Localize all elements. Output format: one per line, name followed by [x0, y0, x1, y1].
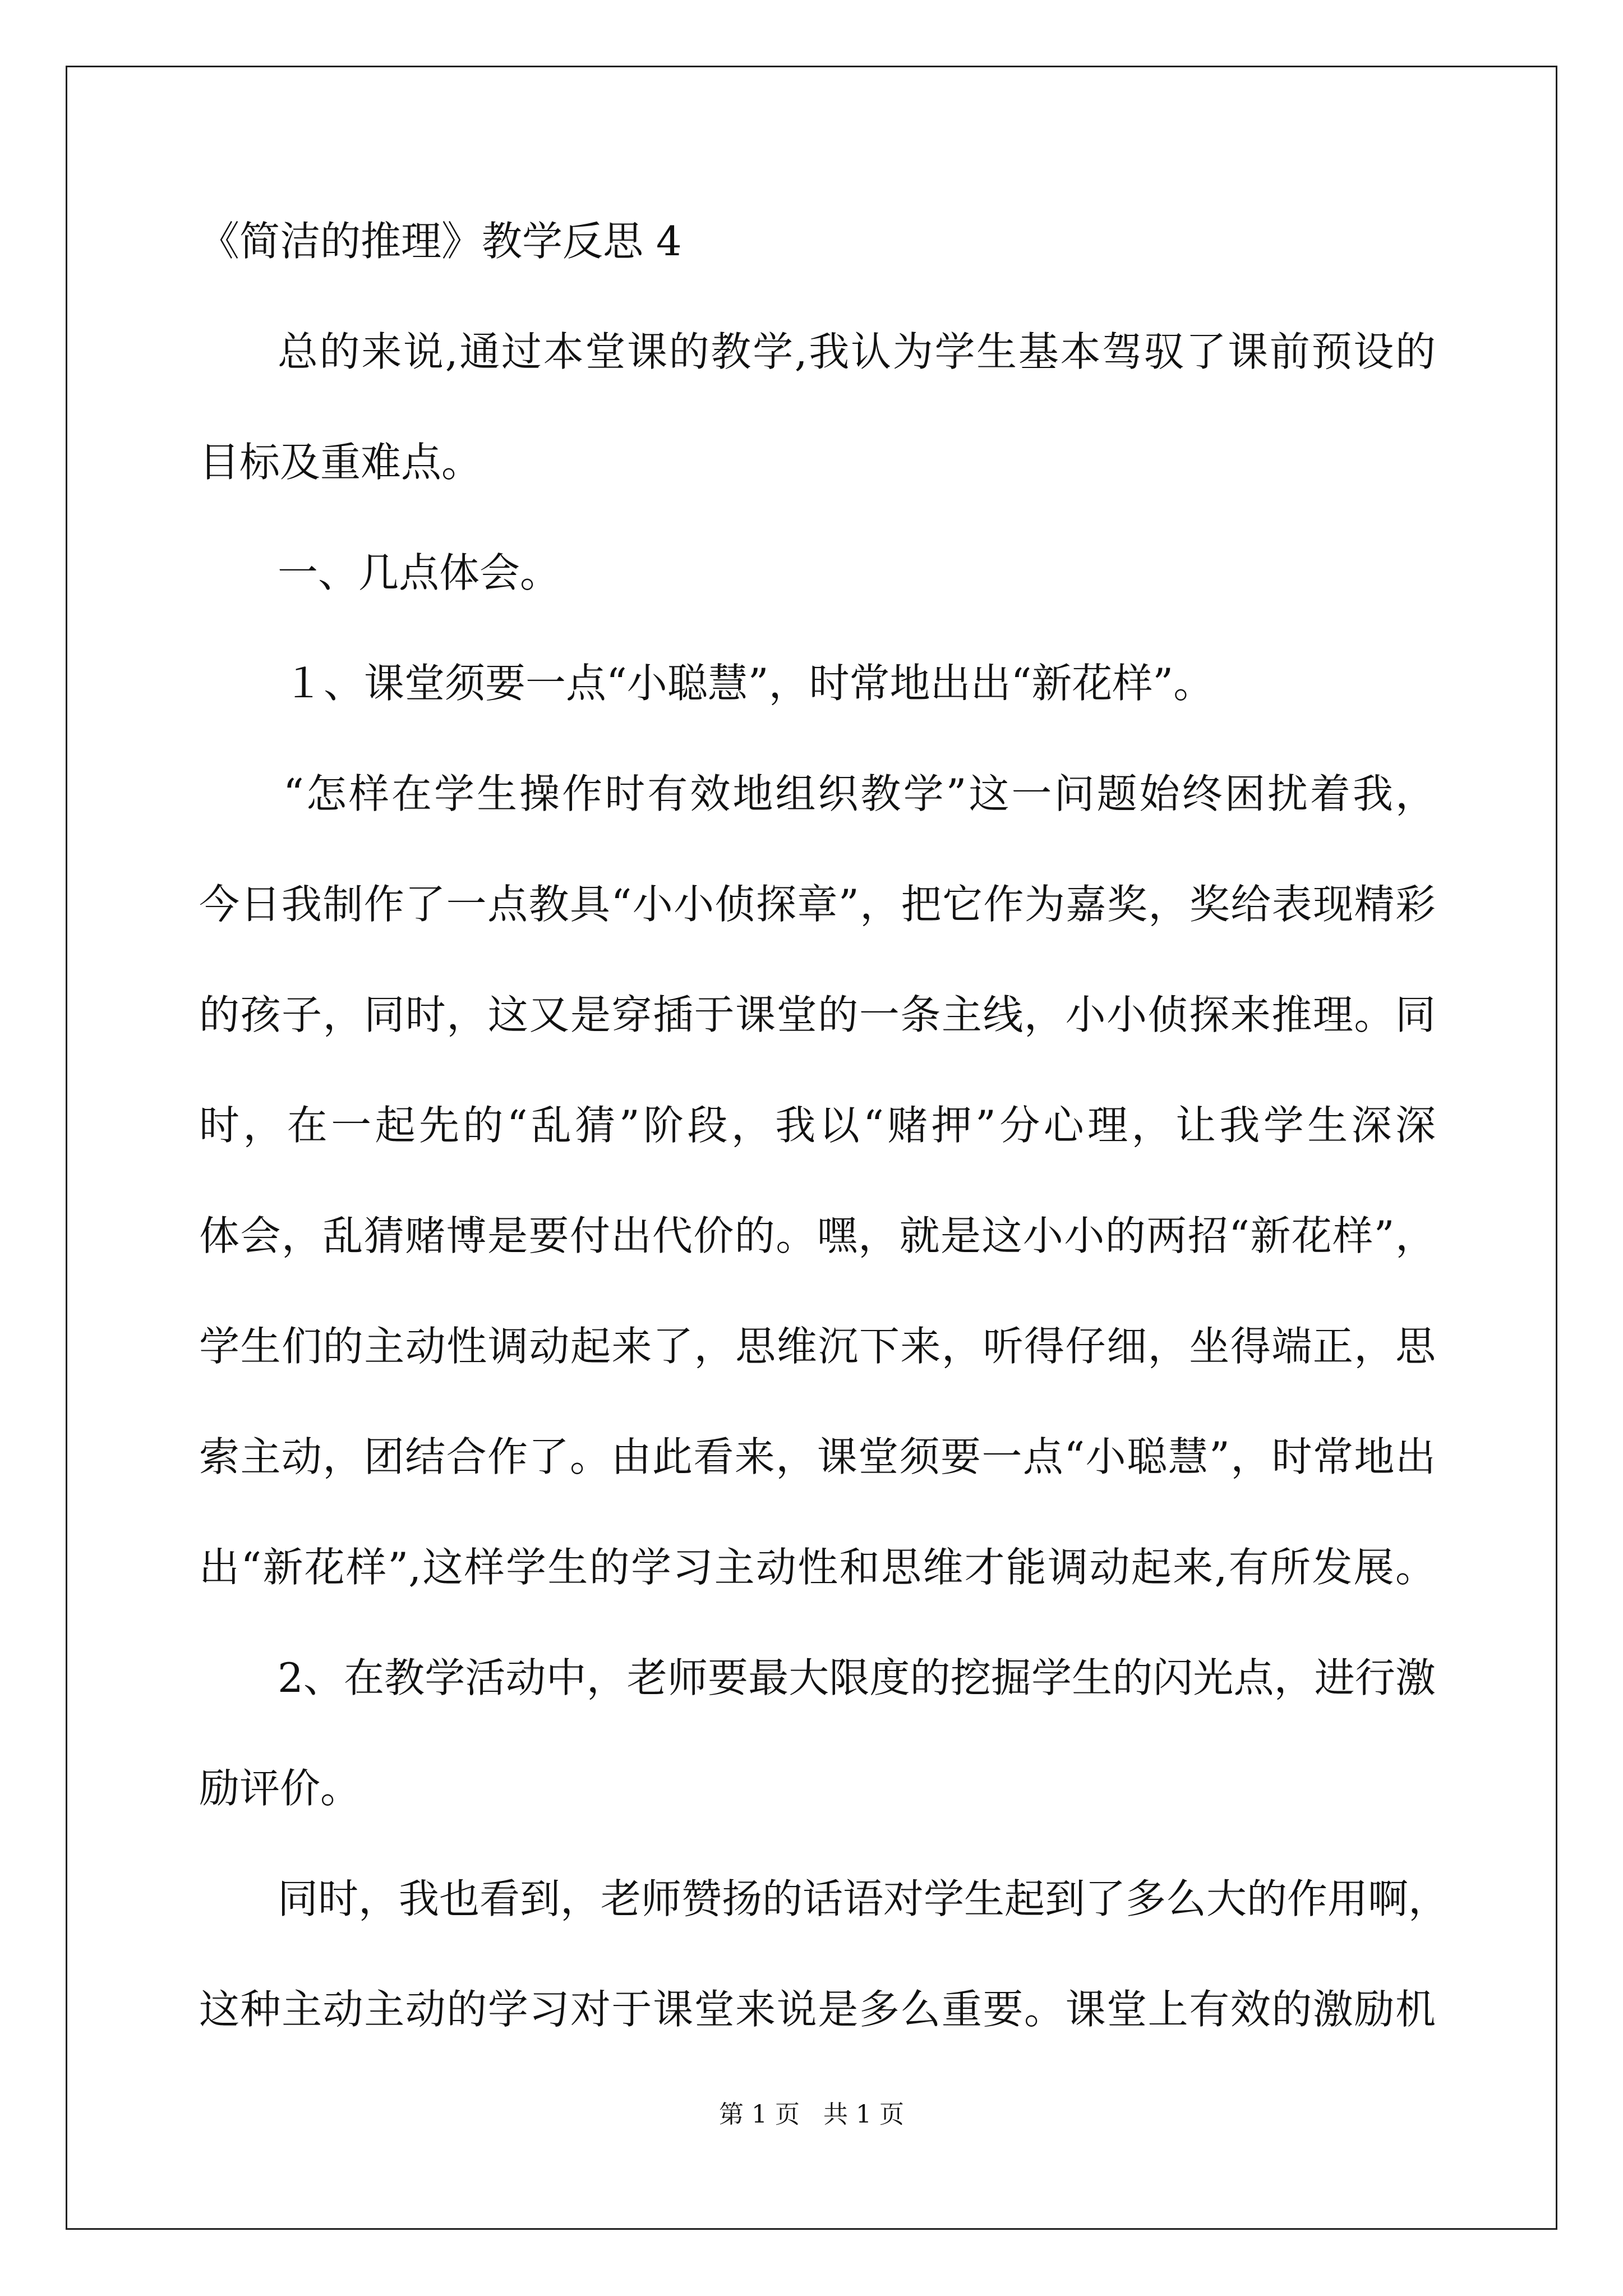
- paragraph-line: 目标及重难点。: [199, 439, 482, 486]
- paragraph-line: 索主动，团结合作了。由此看来，课堂须要一点“小聪慧”，时常地出: [199, 1433, 1436, 1480]
- paragraph-line: 学生们的主动性调动起来了，思维沉下来，听得仔细，坐得端正，思: [199, 1323, 1436, 1370]
- subsection-heading: 2、在教学活动中，老师要最大限度的挖掘学生的闪光点，进行激: [278, 1654, 1436, 1701]
- paragraph-line: 出“新花样”,这样学生的学习主动性和思维才能调动起来,有所发展。: [199, 1544, 1436, 1591]
- paragraph-line: 总的来说,通过本堂课的教学,我认为学生基本驾驭了课前预设的: [278, 328, 1436, 375]
- paragraph-line: 的孩子，同时，这又是穿插于课堂的一条主线，小小侦探来推理。同: [199, 991, 1436, 1038]
- paragraph-line: 今日我制作了一点教具“小小侦探章”，把它作为嘉奖，奖给表现精彩: [199, 881, 1436, 928]
- paragraph-line: 同时，我也看到，老师赞扬的话语对学生起到了多么大的作用啊，: [278, 1875, 1449, 1922]
- paragraph-line: “怎样在学生操作时有效地组织教学”这一问题始终困扰着我，: [283, 770, 1436, 817]
- page-number-footer: 第 1 页 共 1 页: [719, 2100, 904, 2129]
- subsection-heading: １、课堂须要一点“小聪慧”，时常地出出“新花样”。: [283, 660, 1214, 707]
- paragraph-line: 励评价。: [199, 1765, 361, 1812]
- paragraph-line: 这种主动主动的学习对于课堂来说是多么重要。课堂上有效的激励机: [199, 1986, 1436, 2033]
- section-heading: 一、几点体会。: [278, 549, 561, 596]
- paragraph-line: 时，在一起先的“乱猜”阶段，我以“赌押”分心理，让我学生深深: [199, 1102, 1436, 1149]
- document-title: 《简洁的推理》教学反思 4: [199, 218, 682, 265]
- paragraph-line: 体会，乱猜赌博是要付出代价的。嘿，就是这小小的两招“新花样”，: [199, 1212, 1436, 1259]
